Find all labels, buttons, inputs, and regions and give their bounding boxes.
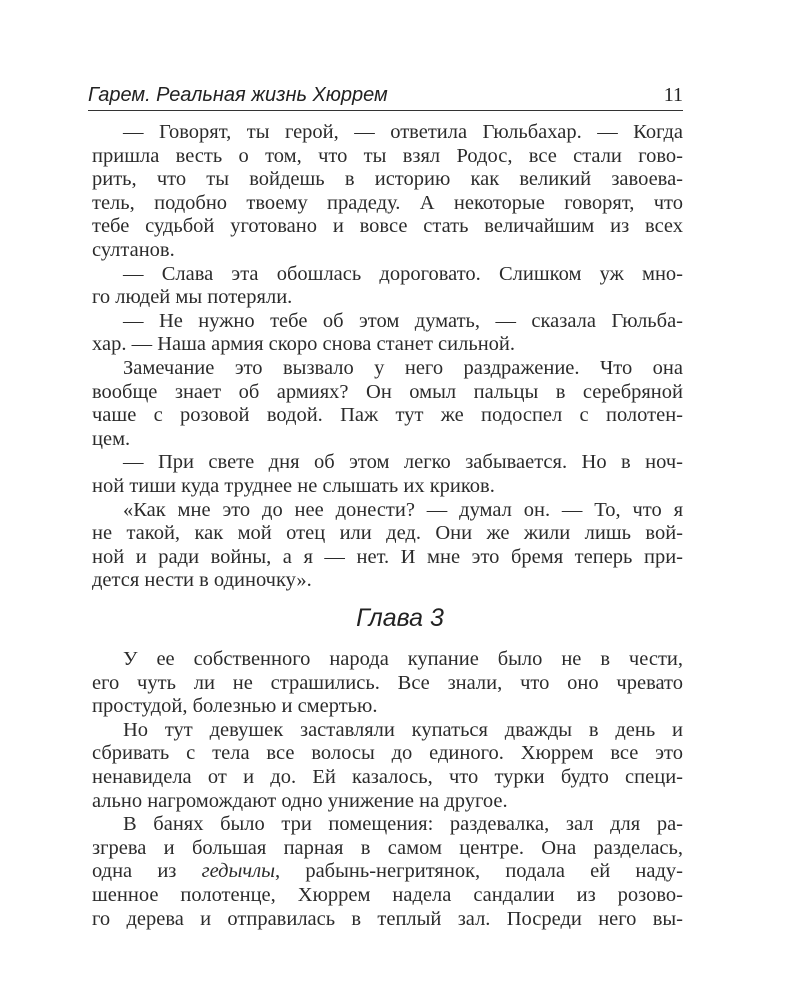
text-segment: одна из (92, 860, 202, 883)
text-line: простудой, болезнью и смертью. (92, 695, 378, 718)
text-line: згрева и большая парная в самом центре. Она разделась, (92, 836, 683, 859)
text-line: ной и ради войны, а я — нет. И мне это бремя теперь при- (92, 545, 683, 568)
text-line: «Как мне это до нее донести? — думал он. — То, что я (123, 498, 683, 521)
text-line: — Слава эта обошлась дороговато. Слишком уж мно- (123, 262, 683, 285)
text-line: Но тут девушек заставляли купаться дважды в день и (123, 718, 683, 741)
text-segment: , рабынь-негритянок, подала ей наду- (275, 860, 683, 883)
text-line: вообще знает об армиях? Он омыл пальцы в серебряной (92, 380, 683, 403)
text-line (92, 860, 683, 884)
text-line: тель, подобно твоему прадеду. А некоторые говорят, что (92, 191, 683, 214)
text-line: цем. (92, 427, 131, 450)
running-header (88, 82, 683, 111)
text-line: не такой, как мой отец или дед. Они же жили лишь вой- (92, 522, 683, 545)
text-line: сбривать с тела все волосы до единого. Хюррем все это (92, 742, 683, 765)
text-line: В банях было три помещения: раздевалка, зал для ра- (123, 813, 683, 836)
text-line: го людей мы потеряли. (92, 286, 293, 309)
text-line: — Говорят, ты герой, — ответила Гюльбахар. — Когда (123, 121, 683, 143)
text-line: тебе судьбой уготовано и вовсе стать величайшим из всех (92, 215, 683, 238)
text-line: ально нагромождают одно унижение на другое. (92, 789, 508, 812)
text-block-before-chapter (92, 121, 683, 593)
text-line: пришла весть о том, что ты взял Родос, все стали гово- (92, 144, 683, 167)
text-block-chapter-3 (92, 648, 683, 931)
text-line: его чуть ли не страшились. Все знали, что оно чревато (92, 671, 683, 694)
text-line: — Не нужно тебе об этом думать, — сказала Гюльба- (123, 309, 683, 332)
text-line: Замечание это вызвало у него раздражение. Что она (123, 356, 683, 379)
chapter-title: Глава 3 (356, 604, 444, 632)
text-line: У ее собственного народа купание было не в чести, (123, 648, 683, 670)
text-line: дется нести в одиночку». (92, 569, 312, 592)
text-line: ненавидела от и до. Ей казалось, что турки будто специ- (92, 765, 683, 788)
running-title: Гарем. Реальная жизнь Хюррем (88, 84, 388, 106)
italic-term: гедычлы (201, 860, 276, 883)
text-line: султанов. (92, 238, 175, 261)
text-line: хар. — Наша армия скоро снова станет сильной. (92, 333, 516, 356)
text-line: шенное полотенце, Хюррем надела сандалии из розово- (92, 883, 683, 906)
page-number: 11 (663, 84, 683, 106)
text-line: чаше с розовой водой. Паж тут же подоспел с полотен- (92, 404, 683, 427)
text-line: го дерева и отправилась в теплый зал. Посреди него вы- (92, 907, 683, 930)
text-line: рить, что ты войдешь в историю как великий завоева- (92, 168, 683, 191)
text-line: — При свете дня об этом легко забывается. Но в ноч- (123, 451, 683, 474)
text-line: ной тиши куда труднее не слышать их криков. (92, 474, 495, 497)
